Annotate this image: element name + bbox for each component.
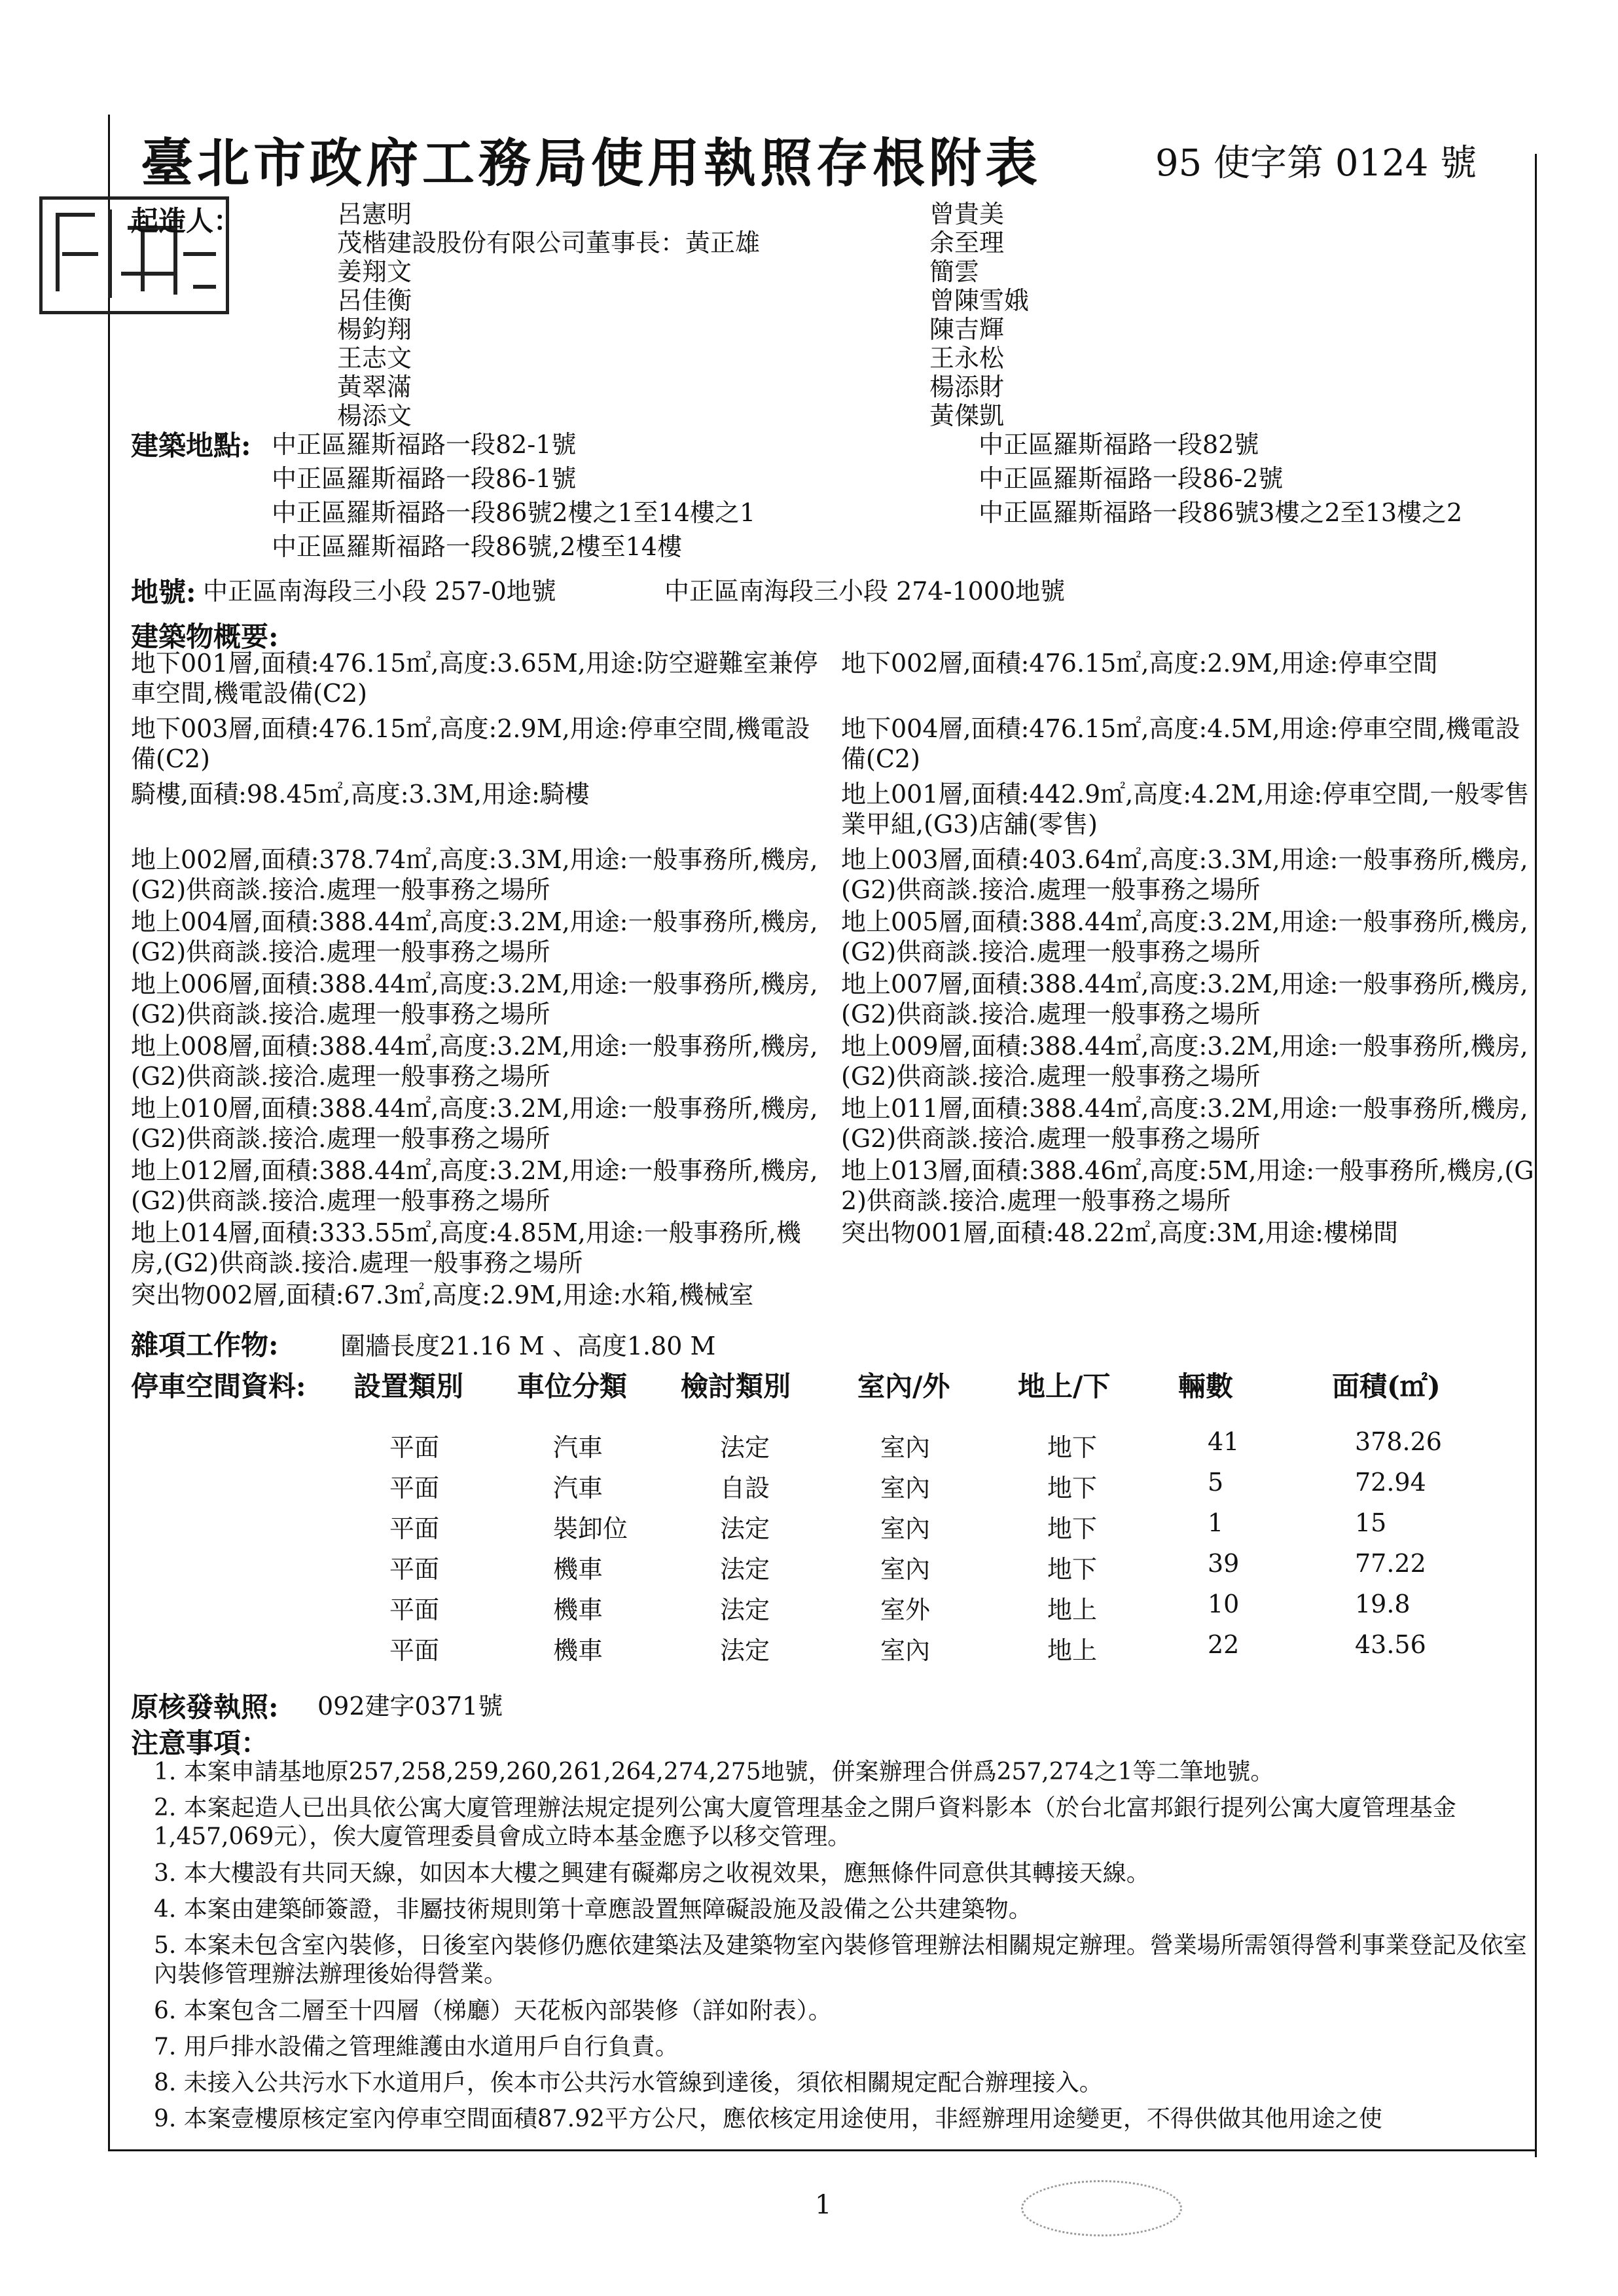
floor-entry: 地上008層,面積:388.44㎡,高度:3.2M,用途:一般事務所,機房,(G2)供商談.接洽.處理一般事務之場所 — [131, 1032, 818, 1091]
parking-cell: 72.94 — [1355, 1468, 1426, 1497]
location-address: 中正區羅斯福路一段86號2樓之1至14樓之1 — [272, 498, 756, 527]
applicant-name: 曾陳雪娥 — [929, 286, 1030, 315]
applicant-name: 余至理 — [929, 228, 1005, 257]
applicant-name: 黃翠滿 — [337, 373, 412, 401]
parking-header: 輛數 — [1178, 1370, 1234, 1402]
parking-cell: 法定 — [720, 1433, 770, 1462]
lot-number: 中正區南海段三小段 274-1000地號 — [664, 577, 1066, 606]
applicant-name: 茂楷建設股份有限公司董事長：黃正雄 — [337, 228, 761, 257]
applicant-name: 王志文 — [337, 344, 412, 373]
original-permit-label: 原核發執照: — [131, 1691, 279, 1723]
floor-entry: 地下002層,面積:476.15㎡,高度:2.9M,用途:停車空間 — [841, 649, 1438, 678]
parking-cell: 地下 — [1047, 1433, 1098, 1462]
location-address: 中正區羅斯福路一段86號3樓之2至13樓之2 — [979, 498, 1463, 527]
parking-cell: 地上 — [1047, 1595, 1098, 1624]
parking-cell: 地上 — [1047, 1636, 1098, 1665]
parking-cell: 378.26 — [1355, 1427, 1442, 1456]
applicant-name: 黃傑凱 — [929, 401, 1005, 430]
parking-cell: 裝卸位 — [553, 1514, 628, 1543]
location-address: 中正區羅斯福路一段86-2號 — [979, 464, 1284, 493]
note-item: 3. 本大樓設有共同天線，如因本大樓之興建有礙鄰房之收視效果，應無條件同意供其轉接天線。 — [154, 1860, 1150, 1887]
floor-entry: 騎樓,面積:98.45㎡,高度:3.3M,用途:騎樓 — [131, 780, 590, 809]
parking-cell: 室內 — [880, 1555, 931, 1584]
note-item: 6. 本案包含二層至十四層（梯廳）天花板內部裝修（詳如附表）。 — [154, 1997, 832, 2024]
floor-entry: 地上009層,面積:388.44㎡,高度:3.2M,用途:一般事務所,機房,(G2)供商談.接洽.處理一般事務之場所 — [841, 1032, 1528, 1091]
note-item: 9. 本案壹樓原核定室內停車空間面積87.92平方公尺，應依核定用途使用，非經辦理用途變更，不得供做其他用途之使 — [154, 2105, 1382, 2132]
applicant-name: 姜翔文 — [337, 257, 412, 286]
permit-number: 95 使字第 0124 號 — [1155, 142, 1477, 185]
misc-works-label: 雜項工作物: — [131, 1329, 279, 1361]
applicant-name: 曾貴美 — [929, 200, 1005, 228]
parking-cell: 平面 — [389, 1514, 440, 1543]
parking-cell: 平面 — [389, 1474, 440, 1503]
applicant-name: 呂憲明 — [337, 200, 412, 228]
parking-cell: 室內 — [880, 1514, 931, 1543]
floor-entry: 地上007層,面積:388.44㎡,高度:3.2M,用途:一般事務所,機房,(G2)供商談.接洽.處理一般事務之場所 — [841, 970, 1528, 1029]
note-item: 4. 本案由建築師簽證，非屬技術規則第十章應設置無障礙設施及設備之公共建築物。 — [154, 1896, 1032, 1923]
parking-cell: 10 — [1208, 1590, 1240, 1618]
misc-works-value: 圍牆長度21.16 M 、高度1.80 M — [340, 1332, 716, 1360]
parking-cell: 室內 — [880, 1433, 931, 1462]
location-address: 中正區羅斯福路一段82號 — [979, 430, 1259, 459]
note-item: 8. 未接入公共污水下水道用戶，俟本市公共污水管線到達後，須依相關規定配合辦理接入。 — [154, 2069, 1103, 2096]
parking-cell: 1 — [1208, 1508, 1224, 1537]
parking-cell: 室內 — [880, 1636, 931, 1665]
applicant-name: 簡雲 — [929, 257, 980, 286]
parking-cell: 平面 — [389, 1636, 440, 1665]
location-address: 中正區羅斯福路一段86-1號 — [272, 464, 577, 493]
stamp-smudge — [1021, 2180, 1182, 2236]
parking-cell: 室內 — [880, 1474, 931, 1503]
note-item: 2. 本案起造人已出具依公寓大廈管理辦法規定提列公寓大廈管理基金之開戶資料影本（於台北富邦銀行提列公寓大廈管理基金1,457,069元），俟大廈管理委員會成立時本基金應予以移交管理。 — [154, 1795, 1456, 1850]
floor-entry: 地上002層,面積:378.74㎡,高度:3.3M,用途:一般事務所,機房,(G2)供商談.接洽.處理一般事務之場所 — [131, 845, 818, 904]
parking-cell: 機車 — [553, 1636, 603, 1665]
floor-entry: 地上010層,面積:388.44㎡,高度:3.2M,用途:一般事務所,機房,(G2)供商談.接洽.處理一般事務之場所 — [131, 1094, 818, 1153]
parking-cell: 室外 — [880, 1595, 931, 1624]
floor-entry: 地上014層,面積:333.55㎡,高度:4.85M,用途:一般事務所,機房,(G2)供商談.接洽.處理一般事務之場所 — [131, 1218, 801, 1277]
parking-cell: 機車 — [553, 1595, 603, 1624]
floor-entry: 地上005層,面積:388.44㎡,高度:3.2M,用途:一般事務所,機房,(G2)供商談.接洽.處理一般事務之場所 — [841, 907, 1528, 966]
parking-cell: 法定 — [720, 1636, 770, 1665]
floor-entry: 地上011層,面積:388.44㎡,高度:3.2M,用途:一般事務所,機房,(G2)供商談.接洽.處理一般事務之場所 — [841, 1094, 1528, 1153]
parking-header: 室內/外 — [857, 1370, 950, 1402]
location-address: 中正區羅斯福路一段82-1號 — [272, 430, 577, 459]
parking-cell: 15 — [1355, 1508, 1387, 1537]
page-number: 1 — [815, 2190, 832, 2220]
parking-cell: 平面 — [389, 1555, 440, 1584]
applicant-name: 楊鈞翔 — [337, 315, 412, 344]
parking-header: 地上/下 — [1018, 1370, 1111, 1402]
applicants-label: 起造人： — [131, 205, 242, 237]
floor-entry: 地上001層,面積:442.9㎡,高度:4.2M,用途:停車空間,一般零售業甲組,(G3)店舖(零售) — [841, 780, 1530, 839]
left-margin-line — [108, 115, 110, 2151]
parking-cell: 5 — [1208, 1468, 1224, 1497]
floor-entry: 突出物001層,面積:48.22㎡,高度:3M,用途:樓梯間 — [841, 1218, 1399, 1247]
note-item: 1. 本案申請基地原257,258,259,260,261,264,274,275地號，併案辦理合併爲257,274之1等二筆地號。 — [154, 1758, 1274, 1785]
floor-entry: 地上003層,面積:403.64㎡,高度:3.3M,用途:一般事務所,機房,(G2)供商談.接洽.處理一般事務之場所 — [841, 845, 1528, 904]
parking-cell: 77.22 — [1355, 1549, 1426, 1578]
floor-entry: 地上012層,面積:388.44㎡,高度:3.2M,用途:一般事務所,機房,(G2)供商談.接洽.處理一般事務之場所 — [131, 1156, 818, 1215]
parking-cell: 地下 — [1047, 1474, 1098, 1503]
applicant-name: 楊添文 — [337, 401, 412, 430]
parking-cell: 汽車 — [553, 1433, 603, 1462]
parking-header: 車位分類 — [517, 1370, 628, 1402]
location-label: 建築地點: — [131, 429, 251, 462]
floor-entry: 地下003層,面積:476.15㎡,高度:2.9M,用途:停車空間,機電設備(C2) — [131, 714, 810, 773]
floor-entry: 地上006層,面積:388.44㎡,高度:3.2M,用途:一般事務所,機房,(G2)供商談.接洽.處理一般事務之場所 — [131, 970, 818, 1029]
parking-header: 檢討類別 — [681, 1370, 791, 1402]
parking-cell: 22 — [1208, 1630, 1240, 1659]
note-item: 5. 本案未包含室內裝修，日後室內裝修仍應依建築法及建築物室內裝修管理辦法相關規定辦理。營業場所需領得營利事業登記及依室內裝修管理辦法辦理後始得營業。 — [154, 1932, 1527, 1988]
note-item: 7. 用戶排水設備之管理維護由水道用戶自行負責。 — [154, 2033, 679, 2060]
parking-cell: 39 — [1208, 1549, 1240, 1578]
floor-entry: 地下001層,面積:476.15㎡,高度:3.65M,用途:防空避難室兼停車空間,機電設備(C2) — [131, 649, 818, 708]
applicant-name: 王永松 — [929, 344, 1005, 373]
notes-label: 注意事項： — [131, 1727, 269, 1759]
lot-label: 地號: — [131, 576, 196, 608]
applicant-name: 陳吉輝 — [929, 315, 1005, 344]
bottom-rule — [108, 2149, 1535, 2151]
location-address: 中正區羅斯福路一段86號,2樓至14樓 — [272, 532, 682, 561]
parking-cell: 19.8 — [1355, 1590, 1411, 1618]
parking-cell: 自設 — [720, 1474, 770, 1503]
applicant-name: 楊添財 — [929, 373, 1005, 401]
document-title: 臺北市政府工務局使用執照存根附表 — [141, 132, 1041, 194]
building-summary-label: 建築物概要: — [131, 621, 279, 653]
original-permit-value: 092建字0371號 — [317, 1692, 503, 1721]
parking-cell: 41 — [1208, 1427, 1240, 1456]
parking-cell: 法定 — [720, 1514, 770, 1543]
floor-entry: 地上004層,面積:388.44㎡,高度:3.2M,用途:一般事務所,機房,(G2)供商談.接洽.處理一般事務之場所 — [131, 907, 818, 966]
lot-number: 中正區南海段三小段 257-0地號 — [203, 577, 556, 606]
parking-header: 設置類別 — [353, 1370, 464, 1402]
parking-cell: 法定 — [720, 1595, 770, 1624]
floor-entry: 突出物002層,面積:67.3㎡,高度:2.9M,用途:水箱,機械室 — [131, 1281, 754, 1309]
parking-cell: 汽車 — [553, 1474, 603, 1503]
parking-cell: 地下 — [1047, 1514, 1098, 1543]
parking-cell: 平面 — [389, 1595, 440, 1624]
parking-label: 停車空間資料: — [131, 1370, 306, 1402]
floor-entry: 地下004層,面積:476.15㎡,高度:4.5M,用途:停車空間,機電設備(C2) — [841, 714, 1520, 773]
parking-header: 面積(㎡) — [1332, 1370, 1441, 1402]
applicant-name: 呂佳衡 — [337, 286, 412, 315]
parking-cell: 平面 — [389, 1433, 440, 1462]
floor-entry: 地上013層,面積:388.46㎡,高度:5M,用途:一般事務所,機房,(G2)供商談.接洽.處理一般事務之場所 — [841, 1156, 1534, 1215]
parking-cell: 機車 — [553, 1555, 603, 1584]
parking-cell: 地下 — [1047, 1555, 1098, 1584]
parking-cell: 43.56 — [1355, 1630, 1426, 1659]
parking-cell: 法定 — [720, 1555, 770, 1584]
